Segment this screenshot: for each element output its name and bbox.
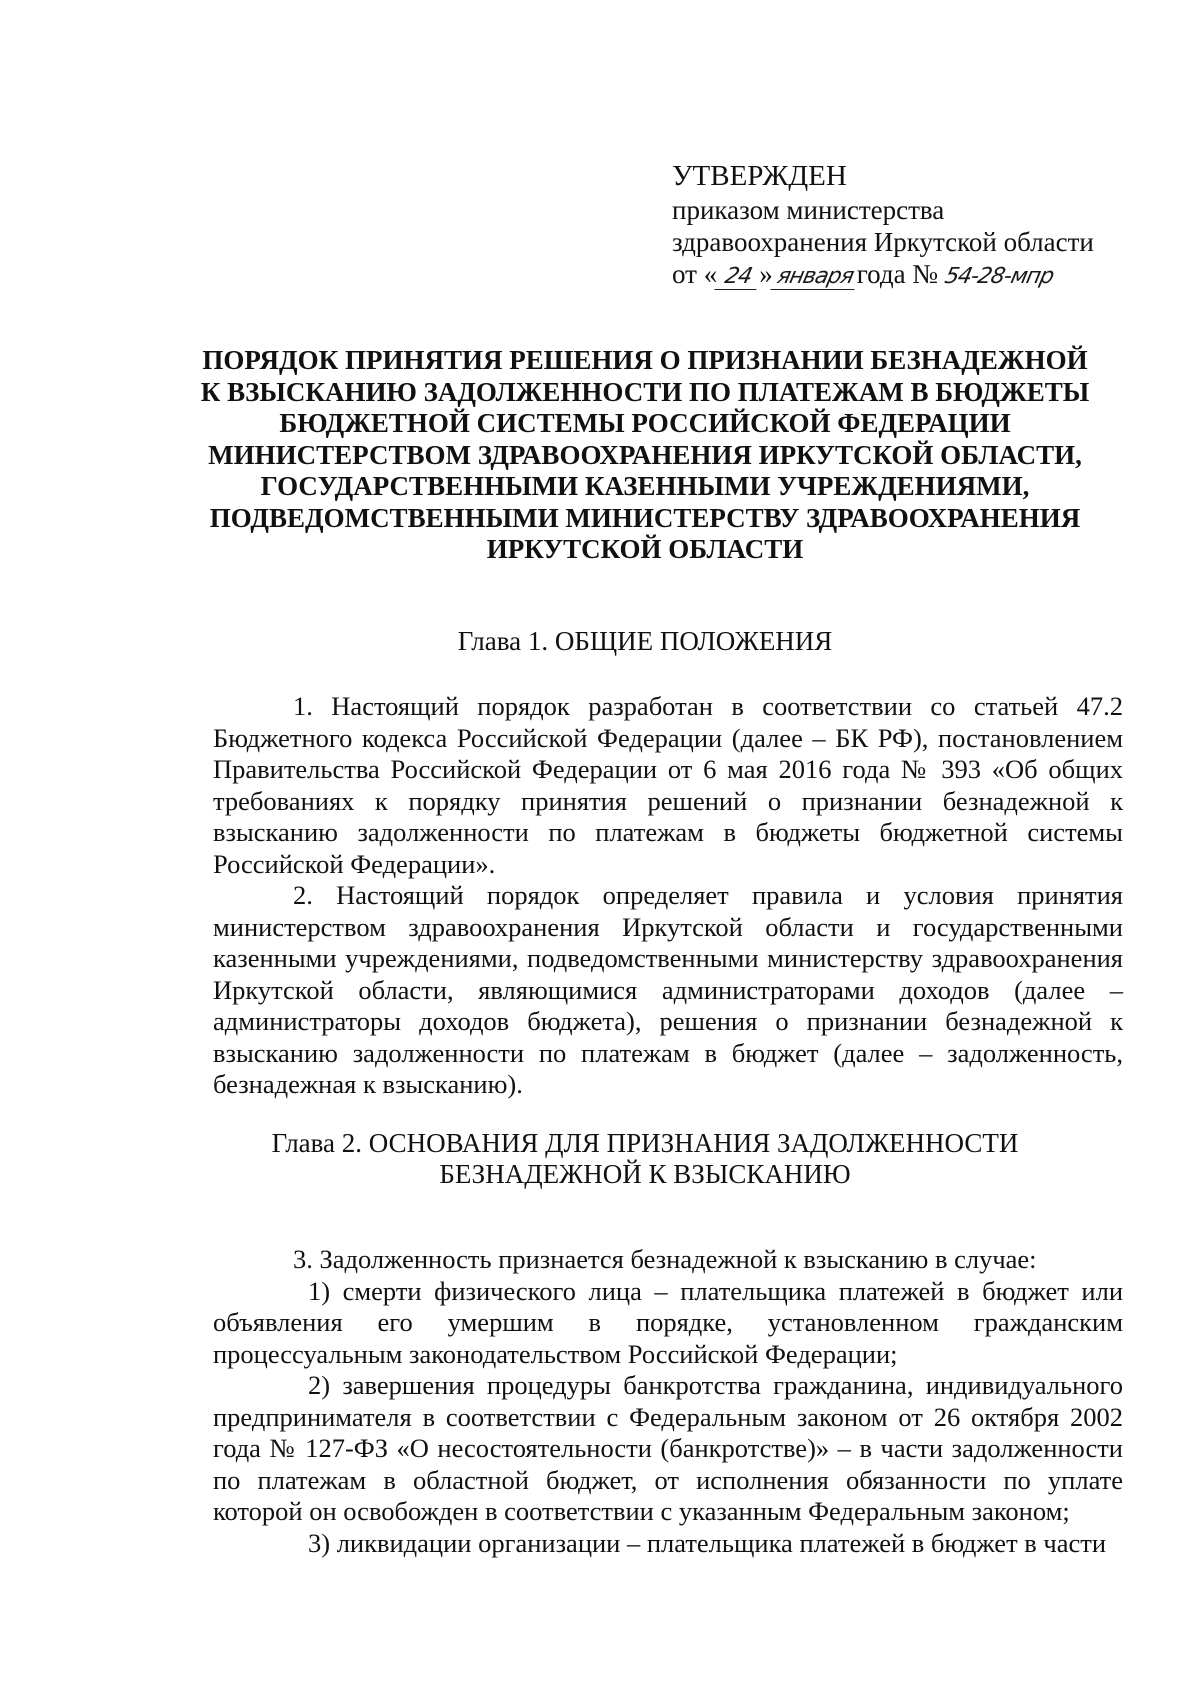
paragraph-2: 2. Настоящий порядок определяет правила и условия принятия министерством здравоохранения Иркутской области и государственными казенными учреждениями, подведомственными министерству здравоохранения Иркутской области, являющимися администраторами доходов (далее – администраторы доходов бюджета), решения о признании безнадежной к взысканию задолженности по платежам в бюджет (далее – задолженность, безнадежная к взысканию). bbox=[213, 880, 1123, 1099]
date-mid: » bbox=[759, 259, 773, 289]
approval-line-1: приказом министерства bbox=[672, 195, 945, 225]
title-line: БЮДЖЕТНОЙ СИСТЕМЫ РОССИЙСКОЙ ФЕДЕРАЦИИ bbox=[279, 408, 1011, 438]
paragraph-1: 1. Настоящий порядок разработан в соответствии со статьей 47.2 Бюджетного кодекса Российской Федерации (далее – БК РФ), постановлением Правительства Российской Федерации от 6 мая 2016 года № 393 «Об общих требованиях к порядку принятия решений о признании безнадежной к взысканию задолженности по платежам в бюджеты бюджетной системы Российской Федерации». bbox=[213, 691, 1123, 879]
title-line: МИНИСТЕРСТВОМ ЗДРАВООХРАНЕНИЯ ИРКУТСКОЙ ОБЛАСТИ, bbox=[208, 439, 1082, 470]
list-item: 1) смерти физического лица – плательщика платежей в бюджет или объявления его умершим в порядке, установленном гражданским процессуальным законодательством Российской Федерации; bbox=[213, 1275, 1123, 1369]
chapter-1-body bbox=[213, 691, 1123, 1101]
title-line: ГОСУДАРСТВЕННЫМИ КАЗЕННЫМИ УЧРЕЖДЕНИЯМИ, bbox=[260, 471, 1030, 501]
title-line: К ВЗЫСКАНИЮ ЗАДОЛЖЕННОСТИ ПО ПЛАТЕЖАМ В БЮДЖЕТЫ bbox=[200, 376, 1090, 407]
handwritten-order-number: 54-28-мпр bbox=[942, 264, 1056, 289]
title-line: ПОРЯДОК ПРИНЯТИЯ РЕШЕНИЯ О ПРИЗНАНИИ БЕЗНАДЕЖНОЙ bbox=[202, 345, 1088, 375]
title-line: ИРКУТСКОЙ ОБЛАСТИ bbox=[486, 534, 804, 564]
approval-stamp-block bbox=[672, 160, 1152, 290]
handwritten-day: 24 bbox=[715, 265, 762, 290]
handwritten-month: января bbox=[770, 265, 859, 290]
list-item: 3) ликвидации организации – плательщика платежей в бюджет в части bbox=[308, 1527, 1107, 1558]
approval-date-line bbox=[672, 258, 1152, 290]
chapter-1-heading bbox=[195, 626, 1095, 657]
chapter-2-heading-line-2: БЕЗНАДЕЖНОЙ К ВЗЫСКАНИЮ bbox=[439, 1159, 851, 1189]
approval-line-2: здравоохранения Иркутской области bbox=[672, 227, 1094, 257]
document-title bbox=[195, 345, 1095, 566]
chapter-1-heading-text: Глава 1. ОБЩИЕ ПОЛОЖЕНИЯ bbox=[457, 626, 833, 656]
approval-title: УТВЕРЖДЕН bbox=[672, 160, 847, 192]
chapter-2-heading bbox=[195, 1128, 1095, 1190]
date-prefix: от « bbox=[672, 259, 718, 289]
chapter-2-body bbox=[213, 1244, 1123, 1559]
title-line: ПОДВЕДОМСТВЕННЫМИ МИНИСТЕРСТВУ ЗДРАВООХРАНЕНИЯ bbox=[209, 502, 1081, 533]
date-suffix: года № bbox=[856, 259, 939, 289]
chapter-2-heading-line-1: Глава 2. ОСНОВАНИЯ ДЛЯ ПРИЗНАНИЯ ЗАДОЛЖЕННОСТИ bbox=[271, 1128, 1019, 1158]
list-item: 2) завершения процедуры банкротства гражданина, индивидуального предпринимателя в соответствии с Федеральным законом от 26 октября 2002 года № 127-ФЗ «О несостоятельности (банкротстве)» – в части задолженности по платежам в областной бюджет, от исполнения обязанности по уплате которой он освобожден в соответствии с указанным Федеральным законом; bbox=[213, 1370, 1123, 1526]
paragraph-3-intro: 3. Задолженность признается безнадежной к взысканию в случае: bbox=[293, 1244, 1037, 1274]
